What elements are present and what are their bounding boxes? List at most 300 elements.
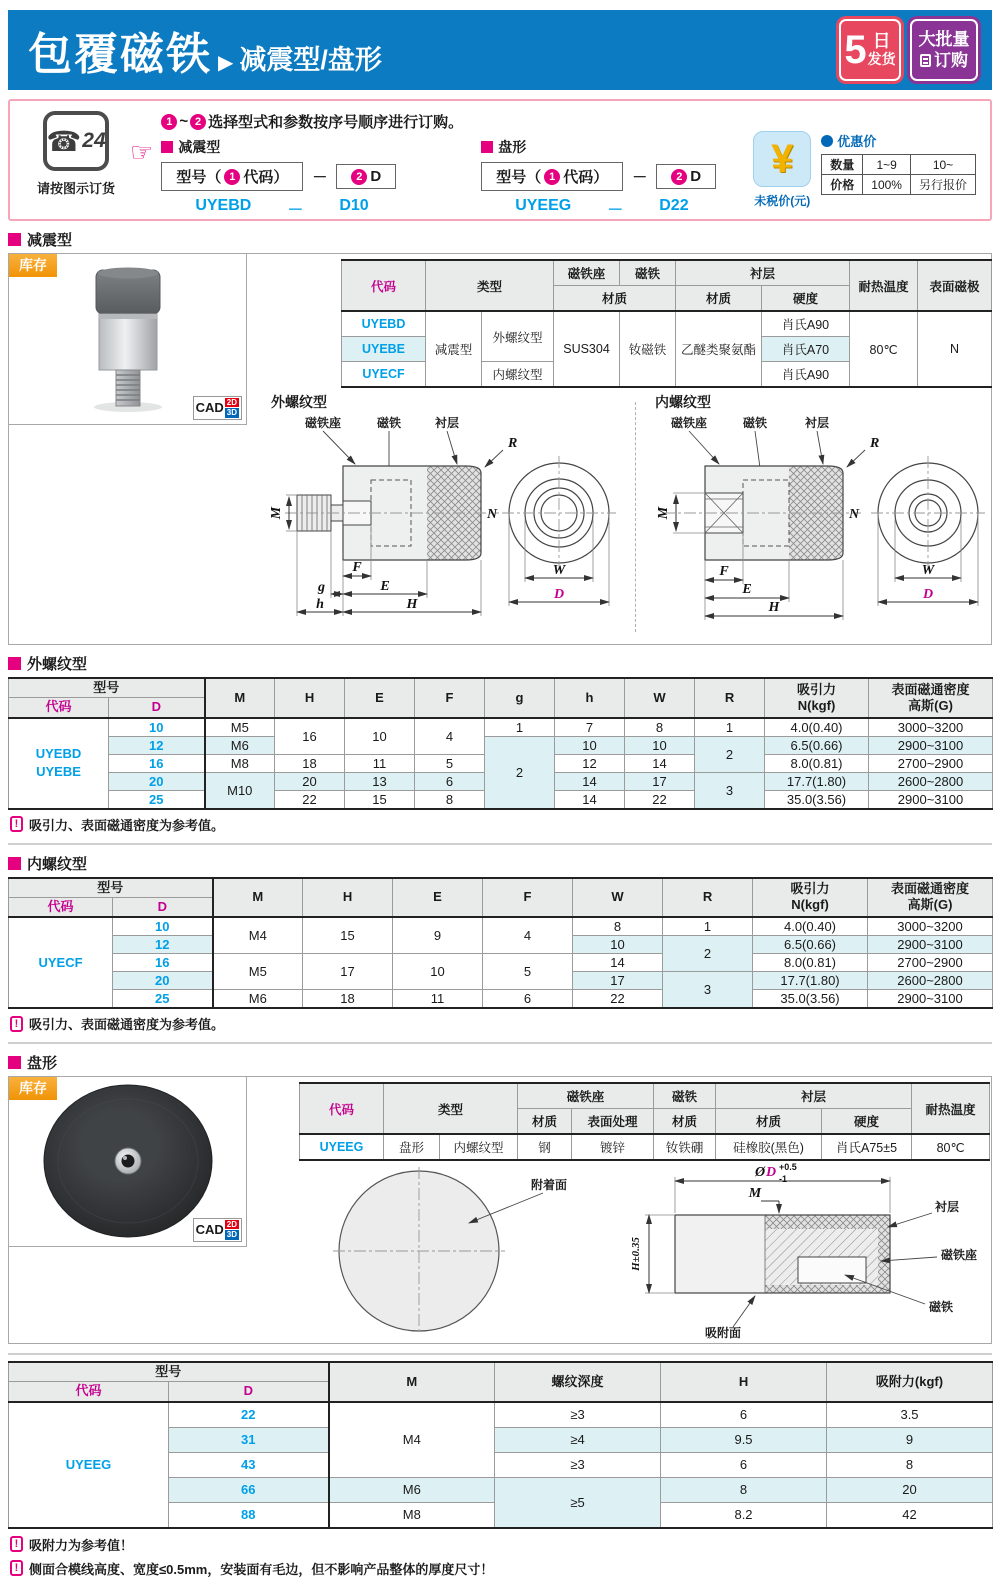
cad-3d-badge[interactable]: 3D <box>226 408 237 418</box>
e-cell: 13 <box>345 772 415 790</box>
w-cell: 22 <box>573 990 663 1009</box>
section-bullet <box>481 141 493 153</box>
col-header-f: F <box>415 678 485 718</box>
svg-text:衬层: 衬层 <box>434 416 460 430</box>
col-header-r: R <box>663 878 753 918</box>
cad-label: CAD <box>195 400 224 416</box>
section-title-disc <box>8 1052 992 1073</box>
header-row <box>9 1362 993 1382</box>
col-header-model: 型号 <box>9 678 205 698</box>
table-row <box>342 311 992 337</box>
warning-icon: ! <box>10 1536 23 1552</box>
col-header-flux <box>869 678 993 718</box>
svg-text:M: M <box>269 506 284 520</box>
col-header-h: H <box>275 678 345 718</box>
col-header-pull <box>765 678 869 718</box>
d-cell: 88 <box>169 1502 329 1528</box>
f-cell: 6 <box>415 772 485 790</box>
h-cell: 6 <box>661 1402 827 1428</box>
m-cell: M4 <box>329 1402 495 1478</box>
pull-cell: 20 <box>827 1477 993 1502</box>
hs-cell: 7 <box>555 718 625 737</box>
seat-material-cell: 钢 <box>518 1134 572 1160</box>
d-cell: 25 <box>113 990 213 1009</box>
col-header-m: M <box>205 678 275 718</box>
col-header-pull <box>753 878 868 918</box>
h-cell: 18 <box>303 990 393 1009</box>
col-header-code: 代码 <box>9 1382 169 1402</box>
drawing-disc-face <box>317 1159 597 1344</box>
disc-section-drawing <box>605 1153 995 1343</box>
svg-text:+0.5: +0.5 <box>779 1162 797 1172</box>
warning-icon: ! <box>10 816 23 832</box>
divider <box>8 1353 992 1355</box>
d-cell: 10 <box>109 718 205 737</box>
m-cell: M8 <box>329 1502 495 1528</box>
code-value: UYEEG <box>65 1456 112 1472</box>
w-cell: 14 <box>573 954 663 972</box>
col-header-type: 类型 <box>384 1083 518 1134</box>
surface-cell: 镀锌 <box>572 1134 654 1160</box>
dash: － <box>312 169 328 186</box>
d-cell: 10 <box>113 917 213 936</box>
d-box-label: D <box>370 168 382 185</box>
code-cell <box>9 1402 169 1528</box>
flux-line1: 表面磁通密度 <box>891 881 970 896</box>
pole-cell: N <box>918 311 992 387</box>
m-cell: M6 <box>329 1477 495 1502</box>
price-table <box>821 154 976 195</box>
col-header-surface: 表面处理 <box>572 1109 654 1135</box>
dash: － <box>632 169 648 186</box>
col-header-code: 代码 <box>9 698 109 718</box>
damping-spec-table <box>341 259 992 388</box>
h-cell: 22 <box>275 790 345 809</box>
cad-3d-badge[interactable]: 3D <box>226 1230 237 1240</box>
h-cell: 18 <box>275 754 345 772</box>
col-header-temp: 耐热温度 <box>912 1083 990 1134</box>
svg-text:磁铁座: 磁铁座 <box>670 416 708 430</box>
pull-cell: 6.5(0.66) <box>753 936 868 954</box>
d-cell: 20 <box>109 772 205 790</box>
pull-cell: 8.0(0.81) <box>765 754 869 772</box>
price-label: 价格 <box>822 175 863 195</box>
flux-cell: 2900~3100 <box>868 990 993 1009</box>
section-bullet <box>8 857 21 870</box>
price-1: 100% <box>863 175 911 195</box>
bulk-line1: 大批量 <box>918 29 970 49</box>
col-header-material: 材质 <box>716 1109 822 1135</box>
h-cell: 15 <box>303 917 393 954</box>
bulk-order-badge <box>910 19 978 81</box>
format-group-damping <box>161 137 396 220</box>
col-header-m: M <box>213 878 303 918</box>
qty-range-2: 10~ <box>910 155 975 175</box>
section-title-ext <box>8 653 992 674</box>
example-code <box>161 197 396 220</box>
svg-text:h: h <box>316 597 324 612</box>
col-header-model: 型号 <box>9 878 213 898</box>
svg-text:W: W <box>921 563 935 578</box>
svg-text:磁铁座: 磁铁座 <box>941 1248 978 1262</box>
external-thread-table <box>8 677 993 810</box>
step2-icon: 2 <box>351 169 367 185</box>
h-cell: 17 <box>303 954 393 990</box>
col-header-e: E <box>393 878 483 918</box>
col-header-hardness: 硬度 <box>762 286 850 312</box>
r-cell: 2 <box>695 736 765 772</box>
pull-cell: 4.0(0.40) <box>753 917 868 936</box>
model-box <box>481 162 623 191</box>
deal-label: 优惠价 <box>837 134 877 149</box>
h-cell: 16 <box>275 718 345 755</box>
note <box>10 1014 990 1033</box>
table-row <box>9 736 993 754</box>
price-caption: 未税价(元) <box>754 194 811 208</box>
m-cell: M4 <box>213 917 303 954</box>
example-dash: － <box>287 202 304 219</box>
ship-label: 发货 <box>867 51 896 68</box>
example-d: D22 <box>659 197 689 214</box>
page-banner <box>8 10 992 90</box>
hardness-cell: 肖氏A90 <box>762 362 850 388</box>
price-area <box>753 131 976 209</box>
h-cell: 8.2 <box>661 1502 827 1528</box>
f-cell: 4 <box>483 917 573 954</box>
type-cell: 内螺纹型 <box>482 362 554 388</box>
pull-line2: N(kgf) <box>797 697 836 713</box>
w-cell: 17 <box>573 972 663 990</box>
qty-range-1: 1~9 <box>863 155 911 175</box>
flux-cell: 3000~3200 <box>868 917 993 936</box>
d-cell: 12 <box>113 936 213 954</box>
example-d: D10 <box>339 197 369 214</box>
flux-cell: 2600~2800 <box>869 772 993 790</box>
model-box-post: 代码） <box>563 169 609 186</box>
svg-text:衬层: 衬层 <box>804 416 830 430</box>
pull-cell: 42 <box>827 1502 993 1528</box>
phone-24-label: 24 <box>82 129 106 152</box>
col-header-seat: 磁铁座 <box>554 260 620 286</box>
flux-line2: 高斯(G) <box>908 697 953 713</box>
section-title-int <box>8 853 992 874</box>
depth-cell: ≥3 <box>495 1402 661 1428</box>
col-header-h: H <box>661 1362 827 1402</box>
svg-text:R: R <box>870 436 880 451</box>
section-title-text: 减震型 <box>27 232 73 249</box>
w-cell: 10 <box>573 936 663 954</box>
phone-order-block <box>22 111 130 197</box>
svg-text:F: F <box>352 560 362 575</box>
depth-cell: ≥5 <box>495 1477 661 1528</box>
section-bullet <box>161 141 173 153</box>
col-header-pole: 表面磁极 <box>918 260 992 311</box>
col-header-liner: 衬层 <box>716 1083 912 1109</box>
flux-cell: 3000~3200 <box>869 718 993 737</box>
m-cell: M5 <box>213 954 303 990</box>
svg-text:磁铁座: 磁铁座 <box>304 416 342 430</box>
svg-text:衬层: 衬层 <box>935 1200 960 1214</box>
col-header-r: R <box>695 678 765 718</box>
table-row <box>822 155 976 175</box>
drawing-disc-section <box>605 1153 995 1348</box>
cad-2d-badge[interactable]: 2D <box>226 397 237 407</box>
cad-link[interactable] <box>193 1218 242 1242</box>
ordering-box <box>8 99 992 221</box>
instruction-text: 选择型式和参数按序号顺序进行订购。 <box>208 114 464 131</box>
e-cell: 9 <box>393 917 483 954</box>
ship-day: 日 <box>872 31 891 52</box>
section-title-damping <box>8 229 992 250</box>
w-cell: 8 <box>625 718 695 737</box>
format-label: 减震型 <box>178 139 221 155</box>
m-cell: M6 <box>205 736 275 754</box>
svg-text:M: M <box>748 1186 762 1201</box>
qty-label: 数量 <box>822 155 863 175</box>
pull-cell: 8.0(0.81) <box>753 954 868 972</box>
depth-cell: ≥3 <box>495 1452 661 1477</box>
w-cell: 17 <box>625 772 695 790</box>
svg-text:N: N <box>849 507 860 522</box>
drawing-title: 外螺纹型 <box>271 394 327 410</box>
col-header-d: D <box>109 698 205 718</box>
m-cell: M10 <box>205 772 275 809</box>
svg-text:N: N <box>487 507 498 522</box>
magnet-material-cell: 钕铁硼 <box>654 1134 716 1160</box>
code-cell: UYEEG <box>300 1134 384 1160</box>
pull-cell: 9 <box>827 1427 993 1452</box>
svg-text:Ø: Ø <box>755 1165 766 1180</box>
divider <box>8 1042 992 1044</box>
pointing-hand-icon: ☞ <box>130 137 154 167</box>
d-cell: 25 <box>109 790 205 809</box>
col-header-w: W <box>625 678 695 718</box>
header-row <box>9 878 993 898</box>
d-cell: 22 <box>169 1402 329 1428</box>
table-row <box>822 175 976 195</box>
pull-cell: 35.0(3.56) <box>765 790 869 809</box>
note <box>10 1535 990 1554</box>
d-cell: 16 <box>113 954 213 972</box>
model-box <box>161 162 303 191</box>
drawing-title: 内螺纹型 <box>655 394 711 410</box>
table-row <box>9 718 993 737</box>
product-photo-box <box>9 1077 247 1247</box>
section-bullet <box>8 233 21 246</box>
pull-cell: 17.7(1.80) <box>753 972 868 990</box>
stock-badge: 库存 <box>9 1077 57 1100</box>
model-box-pre: 型号（ <box>496 169 542 186</box>
step2-icon: 2 <box>671 169 687 185</box>
svg-text:H: H <box>768 600 780 615</box>
section-title-text: 盘形 <box>27 1055 58 1072</box>
svg-text:吸附面: 吸附面 <box>704 1326 742 1340</box>
pull-line1: 吸引力 <box>790 881 830 896</box>
d-box <box>336 164 396 189</box>
hs-cell: 10 <box>555 736 625 754</box>
f-cell: 5 <box>415 754 485 772</box>
col-header-magnet: 磁铁 <box>654 1083 716 1109</box>
internal-thread-drawing <box>643 414 995 624</box>
w-cell: 8 <box>573 917 663 936</box>
table-row <box>9 1402 993 1428</box>
banner-badges <box>839 19 978 81</box>
svg-text:磁铁: 磁铁 <box>929 1300 954 1314</box>
type-cell: 外螺纹型 <box>482 311 554 362</box>
d-cell: 16 <box>109 754 205 772</box>
d-cell: 66 <box>169 1477 329 1502</box>
r-cell: 3 <box>663 972 753 1009</box>
drawing-external-thread <box>259 392 633 625</box>
pull-cell: 17.7(1.80) <box>765 772 869 790</box>
depth-cell: ≥4 <box>495 1427 661 1452</box>
d-cell: 31 <box>169 1427 329 1452</box>
m-cell: M8 <box>205 754 275 772</box>
internal-thread-table <box>8 877 993 1010</box>
type-cell: 盘形 <box>384 1134 440 1160</box>
col-header-m: M <box>329 1362 495 1402</box>
warning-icon: ! <box>10 1560 23 1576</box>
type-cell: 内螺纹型 <box>440 1134 518 1160</box>
code-value: UYECF <box>38 954 83 970</box>
pull-cell: 4.0(0.40) <box>765 718 869 737</box>
model-box-pre: 型号（ <box>176 169 222 186</box>
step1-icon: 1 <box>224 169 240 185</box>
damping-panel <box>8 253 992 645</box>
note <box>10 1559 990 1578</box>
col-header-depth: 螺纹深度 <box>495 1362 661 1402</box>
type-cell: 减震型 <box>426 311 482 387</box>
svg-text:R: R <box>508 436 518 451</box>
section-title-text: 外螺纹型 <box>27 656 88 673</box>
code-cell: UYEBE <box>342 337 426 362</box>
svg-text:D: D <box>922 587 934 602</box>
svg-text:-1: -1 <box>779 1174 788 1184</box>
h-cell: 6 <box>661 1452 827 1477</box>
svg-text:g: g <box>318 580 325 595</box>
col-header-temp: 耐热温度 <box>850 260 918 311</box>
pull-line2: N(kgf) <box>791 897 829 913</box>
table-row <box>9 954 993 972</box>
stock-badge: 库存 <box>9 254 57 277</box>
col-header-code: 代码 <box>9 897 113 917</box>
svg-text:磁铁: 磁铁 <box>742 416 768 430</box>
external-thread-drawing <box>259 414 633 620</box>
cad-2d-badge[interactable]: 2D <box>226 1219 237 1229</box>
order-instruction <box>161 111 982 132</box>
seat-material-cell: SUS304 <box>554 311 620 387</box>
step1-icon: 1 <box>544 169 560 185</box>
example-model: UYEEG <box>515 197 572 214</box>
flux-cell: 2700~2900 <box>869 754 993 772</box>
pull-cell: 35.0(3.56) <box>753 990 868 1009</box>
liner-material-cell: 硅橡胶(黑色) <box>716 1134 822 1160</box>
col-header-g: g <box>485 678 555 718</box>
svg-text:F: F <box>719 564 729 579</box>
flux-line1: 表面磁通密度 <box>891 681 970 697</box>
col-header-material: 材质 <box>676 286 762 312</box>
hs-cell: 14 <box>555 772 625 790</box>
r-cell: 1 <box>663 917 753 936</box>
r-cell: 2 <box>663 936 753 972</box>
pull-cell: 3.5 <box>827 1402 993 1428</box>
g-cell: 2 <box>485 736 555 809</box>
col-header-material: 材质 <box>554 286 676 312</box>
disc-face-drawing <box>317 1159 597 1339</box>
pull-cell: 6.5(0.66) <box>765 736 869 754</box>
d-box-label: D <box>690 168 702 185</box>
price-2: 另行报价 <box>910 175 975 195</box>
ship-num: 5 <box>844 28 867 72</box>
col-header-material: 材质 <box>518 1109 572 1135</box>
f-cell: 5 <box>483 954 573 990</box>
d-cell: 20 <box>113 972 213 990</box>
table-row <box>9 917 993 936</box>
table-row <box>9 990 993 1009</box>
m-cell: M6 <box>213 990 303 1009</box>
col-header-code: 代码 <box>300 1083 384 1134</box>
pull-line1: 吸引力 <box>797 681 837 697</box>
format-label: 盘形 <box>498 139 527 155</box>
flux-cell: 2900~3100 <box>869 790 993 809</box>
note-text: 吸附力为参考值！ <box>29 1537 134 1553</box>
liner-material-cell: 乙醚类聚氨酯 <box>676 311 762 387</box>
col-header-w: W <box>573 878 663 918</box>
header-row <box>9 678 993 698</box>
svg-text:D: D <box>766 1165 777 1180</box>
d-cell: 12 <box>109 736 205 754</box>
e-cell: 10 <box>393 954 483 990</box>
code-value: UYEBE <box>36 764 81 779</box>
code-cell <box>9 718 109 809</box>
page-title <box>28 18 382 82</box>
svg-text:H±0.35: H±0.35 <box>630 1237 642 1271</box>
example-dash: － <box>607 202 624 219</box>
step2-icon: 2 <box>190 114 206 130</box>
disc-dimension-table <box>8 1361 993 1529</box>
product-photo-damping <box>63 264 193 414</box>
svg-text:M: M <box>656 506 671 520</box>
col-header-d: D <box>169 1382 329 1402</box>
flux-cell: 2700~2900 <box>868 954 993 972</box>
divider <box>8 843 992 845</box>
cad-label: CAD <box>195 1222 224 1238</box>
r-cell: 3 <box>695 772 765 809</box>
dot-icon <box>821 135 833 147</box>
col-header-f: F <box>483 878 573 918</box>
cad-link[interactable] <box>193 396 242 420</box>
col-header-h: H <box>303 878 393 918</box>
col-header-magnet: 磁铁 <box>620 260 676 286</box>
m-cell: M5 <box>205 718 275 737</box>
hs-cell: 12 <box>555 754 625 772</box>
disc-spec-table <box>299 1082 990 1161</box>
w-cell: 14 <box>625 754 695 772</box>
phone-caption: 请按图示订货 <box>36 181 115 196</box>
col-header-model: 型号 <box>9 1362 329 1382</box>
step1-icon: 1 <box>161 114 177 130</box>
temp-cell: 80℃ <box>912 1134 990 1160</box>
clipboard-icon <box>920 54 931 67</box>
d-box <box>656 164 716 189</box>
model-box-post: 代码） <box>243 169 289 186</box>
hs-cell: 14 <box>555 790 625 809</box>
col-header-d: D <box>113 897 213 917</box>
divider-dashed <box>635 402 636 632</box>
disc-panel <box>8 1076 992 1344</box>
phone-24-icon <box>43 111 109 171</box>
title-sub: 减震型/盘形 <box>239 45 382 75</box>
